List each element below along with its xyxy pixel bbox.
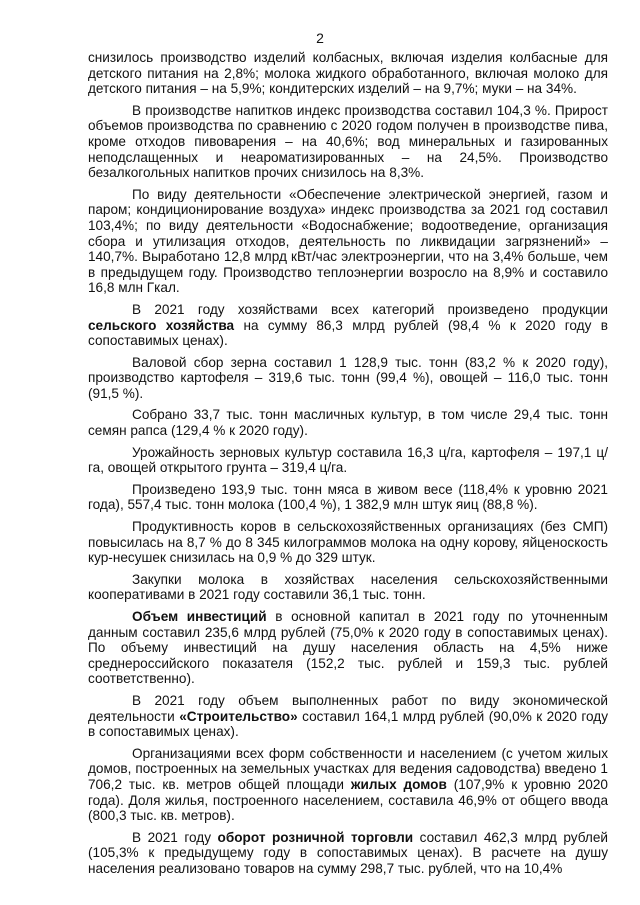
text-segment: составил 462,3 млрд рублей (105,3% к предыдущему году в сопоставимых ценах). В расчете на душу населения реализовано товаров на сумму 298,7 тыс. рублей, что на 10,4% <box>88 829 608 876</box>
text-segment: По виду деятельности «Обеспечение электрической энергией, газом и паром; кондиционирование воздуха» индекс производства за 2021 год составил 103,4%; по виду деятельности «Водоснабжение; водоотведение, организация сбора и утилизация отходов, деятельность по ликвидации загрязнений» – 140,7%. Выработано 12,8 млрд кВт/час электроэнергии, что на 3,4% больше, чем в предыдущем году. Производство теплоэнергии возросло на 8,9% и составило 16,8 млн Гкал. <box>88 186 608 296</box>
bold-term: «Строительство» <box>179 708 298 724</box>
paragraph <box>88 746 608 824</box>
text-segment: Продуктивность коров в сельскохозяйственных организациях (без СМП) повысилась на 8,7 % до 8 345 килограммов молока на одну корову, яйценоскость кур-несушек снизилась на 0,9 % до 329 штук. <box>88 519 608 566</box>
text-segment: В 2021 году <box>132 829 218 845</box>
text-segment: Произведено 193,9 тыс. тонн мяса в живом весе (118,4% к уровню 2021 года), 557,4 тыс. тонн молока (100,4 %), 1 382,9 млн штук яиц (88,8 %). <box>88 481 608 513</box>
text-segment: в основной капитал в 2021 году по уточненным данным составил 235,6 млрд рублей (75,0% к 2020 году в сопоставимых ценах). По объему инвестиций на душу населения область на 4,5% ниже среднероссийского показателя (152,2 тыс. рублей и 159,3 тыс. рублей соответственно). <box>88 609 609 687</box>
text-segment: составил 164,1 млрд рублей (90,0% к 2020 году в сопоставимых ценах). <box>88 708 609 740</box>
text-segment: Валовой сбор зерна составил 1 128,9 тыс. тонн (83,2 % к 2020 году), производство картофеля – 319,6 тыс. тонн (99,4 %), овощей – 116,0 тыс. тонн (91,5 %). <box>88 354 608 401</box>
text-segment: В 2021 году объем выполненных работ по виду экономической деятельности <box>88 692 608 724</box>
document-body <box>88 50 608 883</box>
text-segment: Урожайность зерновых культур составила 16,3 ц/га, картофеля – 197,1 ц/га, овощей открытого грунта – 319,4 ц/га. <box>88 444 608 476</box>
text-segment: В 2021 году хозяйствами всех категорий произведено продукции <box>132 301 608 317</box>
bold-term: Объем инвестиций <box>132 609 267 624</box>
text-segment: В производстве напитков индекс производства составил 104,3 %. Прирост объемов производства по сравнению с 2020 годом получен в производстве пива, кроме отходов пивоварения – на 40,6%; вод минеральных и газированных неподслащенных и неароматизированных – на 24,5%. Производство безалкогольных напитков прочих снизилось на 8,3%. <box>88 102 608 181</box>
paragraph <box>88 187 608 296</box>
paragraph <box>88 50 608 97</box>
text-segment: (107,9% к уровню 2020 года). Доля жилья, построенного населением, составила 46,9% от общего ввода (800,3 тыс. кв. метров). <box>88 776 608 824</box>
paragraph <box>88 609 608 687</box>
paragraph <box>88 572 608 603</box>
page-number: 2 <box>316 30 324 46</box>
paragraph <box>88 519 608 566</box>
text-segment: Закупки молока в хозяйствах населения сельскохозяйственными кооперативами в 2021 году составили 36,1 тыс. тонн. <box>88 571 608 603</box>
paragraph <box>88 445 608 476</box>
paragraph <box>88 407 608 438</box>
paragraph <box>88 103 608 181</box>
paragraph <box>88 482 608 513</box>
text-segment: снизилось производство изделий колбасных, включая изделия колбасные для детского питания на 2,8%; молока жидкого обработанного, включая молоко для детского питания – на 5,9%; кондитерских изделий – на 9,7%; муки – на 34%. <box>88 50 608 97</box>
text-segment: Организациями всех форм собственности и населением (с учетом жилых домов, построенных на земельных участках для ведения садоводства) введено 1 706,2 тыс. кв. метров общей площади <box>88 745 608 792</box>
text-segment: Собрано 33,7 тыс. тонн масличных культур, в том числе 29,4 тыс. тонн семян рапса (129,4 % к 2020 году). <box>88 407 608 439</box>
bold-term: жилых домов <box>350 776 447 792</box>
text-segment: на сумму 86,3 млрд рублей (98,4 % к 2020 году в сопоставимых ценах). <box>88 317 608 349</box>
bold-term: сельского хозяйства <box>88 317 235 333</box>
bold-term: оборот розничной торговли <box>217 829 414 845</box>
paragraph <box>88 355 608 402</box>
paragraph <box>88 302 608 349</box>
paragraph <box>88 693 608 740</box>
paragraph <box>88 830 608 877</box>
